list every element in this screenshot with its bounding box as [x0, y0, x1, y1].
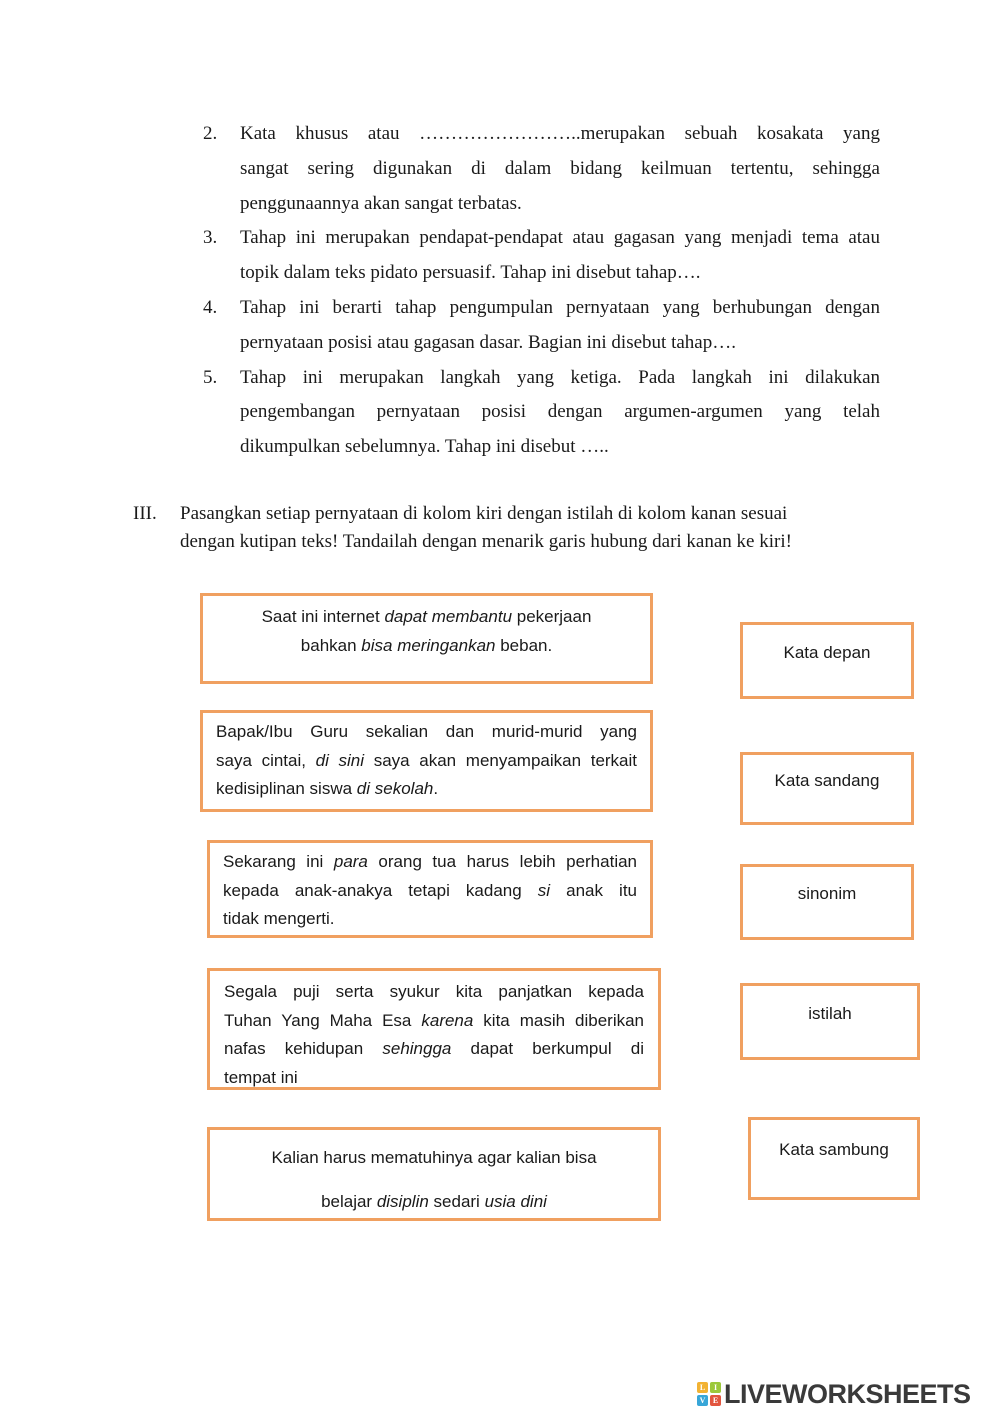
question-text-line: Tahap ini berarti tahap pengumpulan pernyataan yang berhubungan dengan: [240, 296, 880, 318]
section-text: [180, 500, 860, 556]
question-number: 4.: [203, 296, 218, 318]
term-label: Kata sambung: [779, 1140, 889, 1159]
term-label: istilah: [808, 1004, 852, 1023]
statement-line: Kalian harus mematuhinya agar kalian bisa: [271, 1148, 597, 1167]
question-text-line: Tahap ini merupakan pendapat-pendapat atau gagasan yang menjadi tema atau: [240, 227, 880, 249]
statement-box-2[interactable]: [200, 710, 653, 812]
statement-line: tidak mengerti.: [223, 909, 335, 928]
statement-line: kedisiplinan siswa di sekolah.: [216, 779, 439, 798]
term-box-kata-sambung[interactable]: [748, 1117, 920, 1200]
statement-line: Bapak/Ibu Guru sekalian dan murid-murid yang: [216, 722, 637, 741]
term-box-sinonim[interactable]: [740, 864, 914, 940]
logo-mark-icon: L I V E: [697, 1382, 721, 1406]
statement-line: bahkan bisa meringankan beban.: [300, 635, 553, 655]
term-label: Kata sandang: [774, 771, 880, 790]
term-box-kata-depan[interactable]: [740, 622, 914, 699]
question-2: [200, 117, 880, 221]
liveworksheets-logo: [697, 1378, 971, 1410]
statement-box-5[interactable]: [207, 1127, 661, 1221]
term-box-istilah[interactable]: [740, 983, 920, 1060]
question-3: [200, 221, 880, 291]
statement-line: Segala puji serta syukur kita panjatkan kepada: [224, 982, 644, 1001]
question-text-line: Kata khusus atau ……………………..merupakan sebuah kosakata yang: [240, 123, 880, 144]
statement-line: kepada anak-anakya tetapi kadang si anak itu: [223, 880, 638, 900]
question-list: [200, 117, 880, 465]
question-5: [200, 361, 880, 465]
logo-text: LIVEWORKSHEETS: [724, 1378, 971, 1409]
statement-line: nafas kehidupan sehingga dapat berkumpul di: [224, 1039, 644, 1058]
statement-box-1[interactable]: [200, 593, 653, 684]
question-text-line: pernyataan posisi atau gagasan dasar. Bagian ini disebut tahap….: [240, 331, 736, 353]
question-4: [200, 291, 880, 361]
statement-line: belajar disiplin sedari usia dini: [321, 1192, 547, 1211]
question-text-line: sangat sering digunakan di dalam bidang keilmuan tertentu, sehingga: [240, 157, 880, 179]
statement-line: Saat ini internet dapat membantu pekerjaan: [261, 607, 592, 626]
question-text-line: penggunaannya akan sangat terbatas.: [240, 192, 522, 214]
term-label: Kata depan: [783, 643, 871, 662]
statement-line: Sekarang ini para orang tua harus lebih perhatian: [223, 852, 638, 871]
question-number: 5.: [203, 366, 218, 388]
question-text-line: Tahap ini merupakan langkah yang ketiga. Pada langkah ini dilakukan: [240, 366, 880, 388]
question-number: 3.: [203, 227, 218, 249]
statement-line: tempat ini: [224, 1067, 298, 1087]
question-text-line: pengembangan pernyataan posisi dengan argumen-argumen yang telah: [240, 401, 880, 423]
section-number: III.: [133, 503, 157, 524]
question-text-line: topik dalam teks pidato persuasif. Tahap ini disebut tahap….: [240, 262, 701, 284]
section-text-line: Pasangkan setiap pernyataan di kolom kiri dengan istilah di kolom kanan sesuai: [180, 503, 788, 524]
question-text-line: dikumpulkan sebelumnya. Tahap ini disebut …..: [240, 436, 609, 458]
section-text-line: dengan kutipan teks! Tandailah dengan menarik garis hubung dari kanan ke kiri!: [180, 531, 792, 552]
statement-line: saya cintai, di sini saya akan menyampaikan terkait: [216, 750, 638, 770]
term-box-kata-sandang[interactable]: [740, 752, 914, 825]
statement-line: Tuhan Yang Maha Esa karena kita masih diberikan: [224, 1010, 644, 1030]
statement-box-3[interactable]: [207, 840, 653, 938]
term-label: sinonim: [797, 884, 857, 903]
question-number: 2.: [203, 123, 218, 144]
statement-box-4[interactable]: [207, 968, 661, 1090]
